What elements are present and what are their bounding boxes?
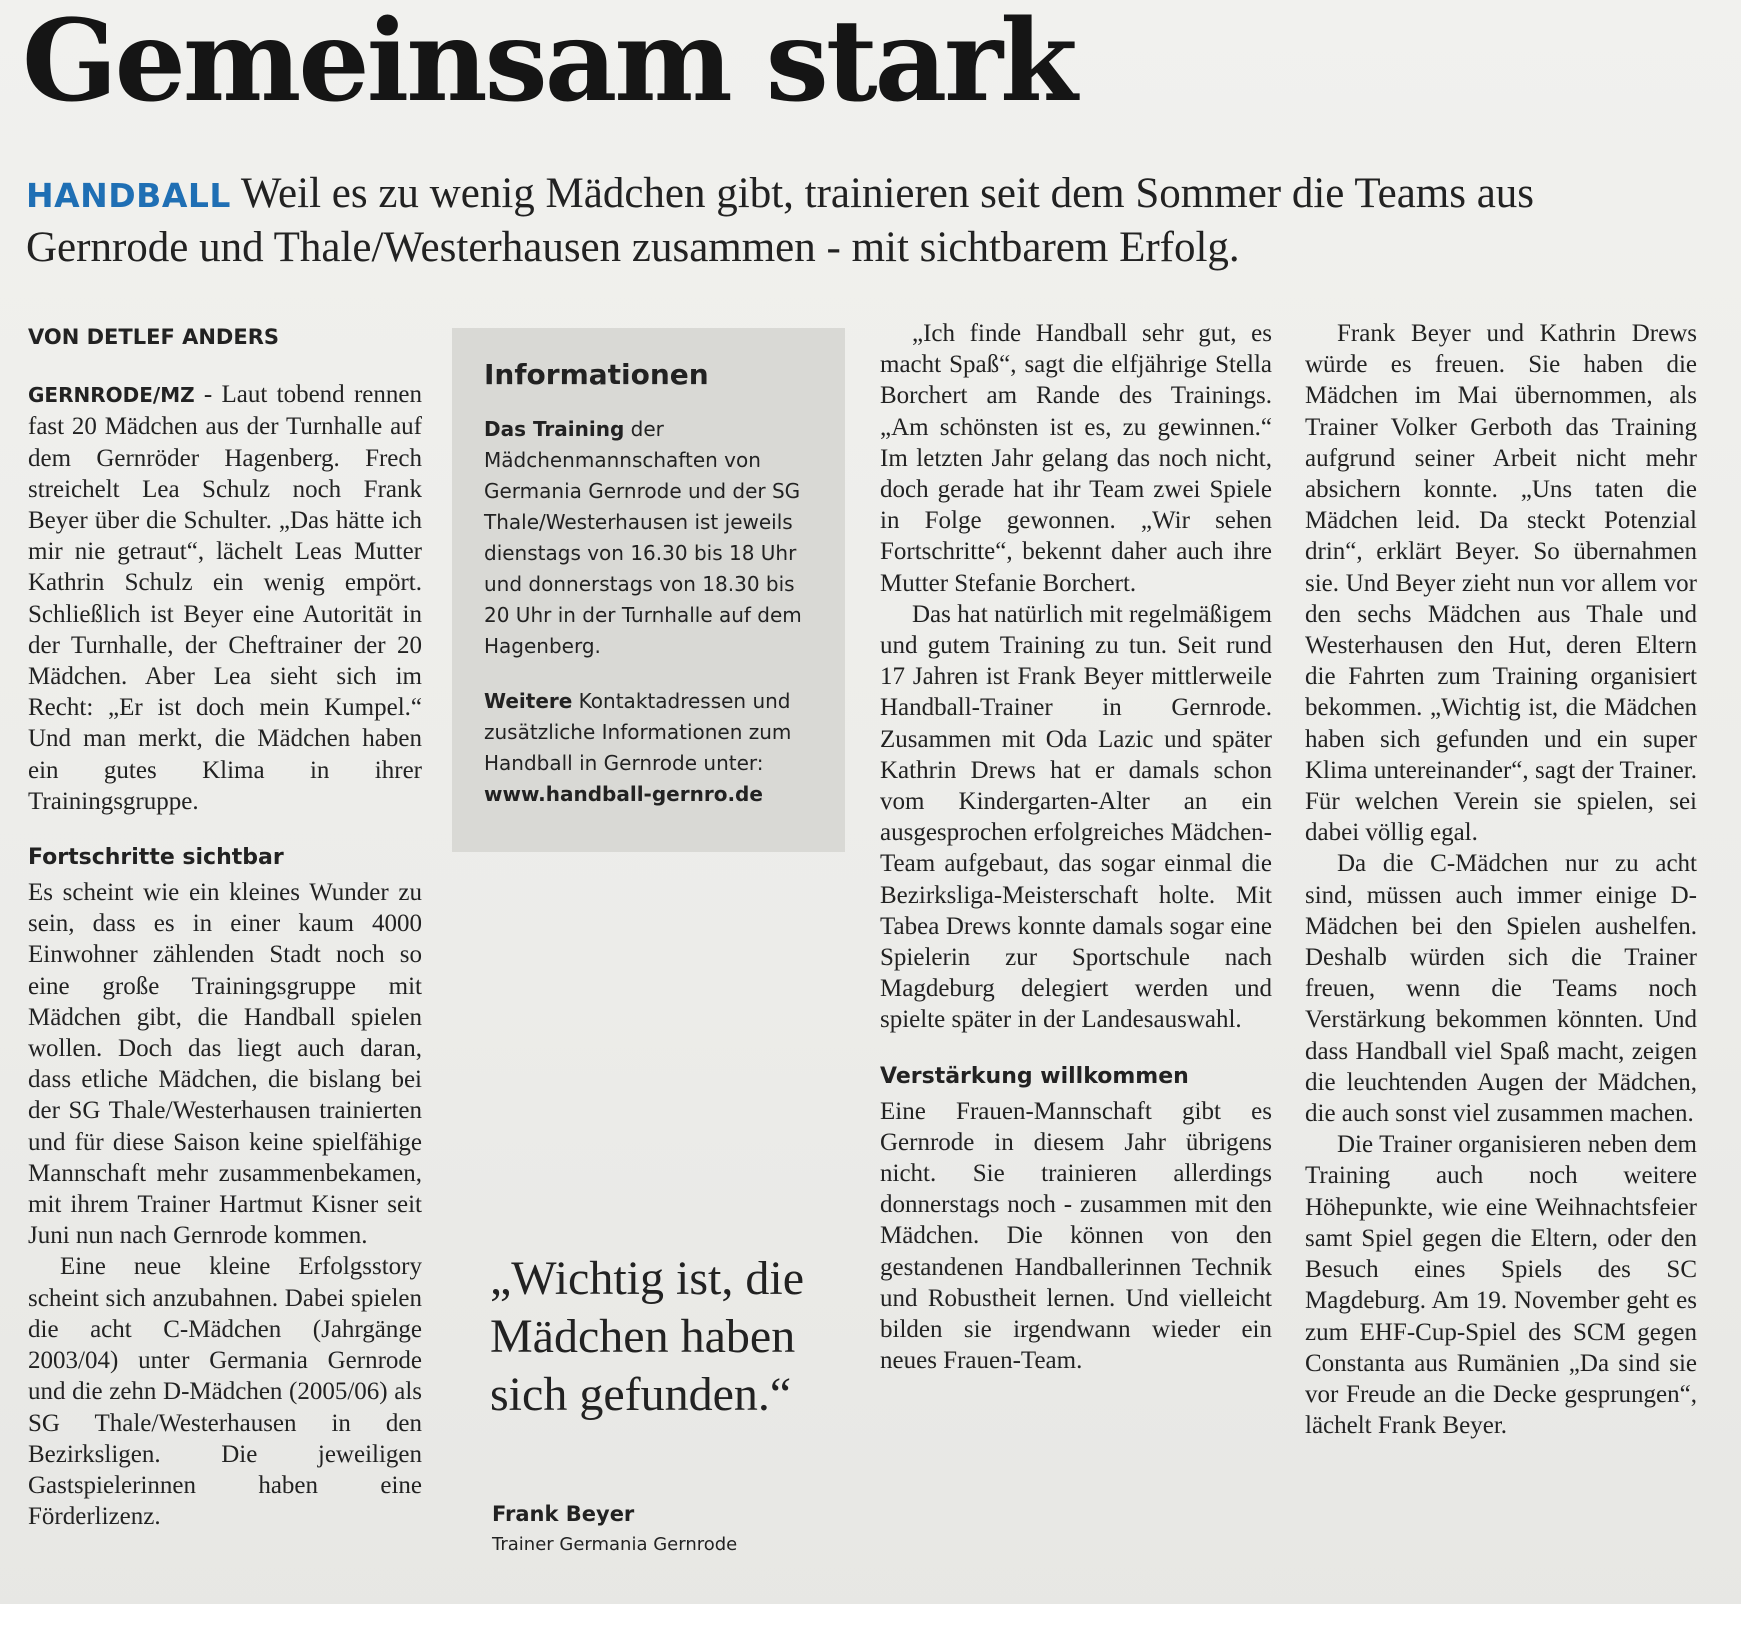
article-column-1 xyxy=(28,322,422,1532)
article-column-4 xyxy=(1305,318,1697,1441)
info-text: Kontaktadressen und zusätzliche Informationen zum Handball in Gernrode unter: xyxy=(484,689,792,775)
pull-quote-author: Frank Beyer xyxy=(492,1502,635,1526)
info-box-paragraph xyxy=(484,686,825,810)
pull-quote-role: Trainer Germania Gernrode xyxy=(492,1534,738,1555)
article-paragraph: Das hat natürlich mit regelmäßigem und gutem Training zu tun. Seit rund 17 Jahren ist Frank Beyer mittlerweile Handball-Trainer in Gernrode. Zusammen mit Oda Lazic und später Kathrin Drews hat er damals schon vom Kindergarten-Alter an ein ausgesprochen erfolgreiches Mädchen-Team aufgebaut, das sogar einmal die Bezirksliga-Meisterschaft holte. Mit Tabea Drews konnte damals sogar eine Spielerin zur Sportschule nach Magdeburg delegiert werden und spielte später in der Landesauswahl. xyxy=(880,600,1272,1034)
article-paragraph: Da die C-Mädchen nur zu acht sind, müssen auch immer einige D-Mädchen bei den Spielen aushelfen. Deshalb würden sich die Trainer freuen, wenn die Teams noch Verstärkung bekommen könnten. Und dass Handball viel Spaß macht, zeigen die leuchtenden Augen der Mädchen, die auch sonst viel zusammen machen. xyxy=(1305,850,1697,1128)
info-lead: Das Training xyxy=(484,417,625,441)
section-heading-reinforcement: Verstärkung willkommen xyxy=(880,1063,1189,1089)
article-paragraph xyxy=(28,379,422,817)
article-rubric: HANDBALL xyxy=(26,176,231,215)
article-headline: Gemeinsam stark xyxy=(22,0,1075,127)
article-paragraph: Frank Beyer und Kathrin Drews würde es freuen. Sie haben die Mädchen im Mai übernommen, als Trainer Volker Gerboth das Training aufgrund seiner Arbeit nicht mehr absichern konnte. „Uns taten die Mädchen leid. Da steckt Potenzial drin“, erklärt Beyer. So übernahmen sie. Und Beyer zieht nun vor allem vor den sechs Mädchen aus Thale und Westerhausen den Hut, deren Eltern die Fahrten zum Training organisiert bekommen. „Wichtig ist, die Mädchen haben sich gefunden und ein super Klima untereinander“, sagt der Trainer. Für welchen Verein sie spielen, sei dabei völlig egal. xyxy=(1305,320,1697,847)
paragraph-text: - Laut tobend rennen fast 20 Mädchen aus der Turnhalle auf dem Gernröder Hagenberg. Frech streichelt Lea Schulz noch Frank Beyer über die Schulter. „Das hätte ich mir nie getraut“, lächelt Leas Mutter Kathrin Schulz ein wenig empört. Schließlich ist Beyer eine Autorität in der Turnhalle, der Cheftrainer der 20 Mädchen. Aber Lea sieht sich im Recht: „Er ist doch mein Kumpel.“ Und man merkt, die Mädchen haben ein gutes Klima in ihrer Trainingsgruppe. xyxy=(28,381,422,815)
article-paragraph: Eine neue kleine Erfolgsstory scheint sich anzubahnen. Dabei spielen die acht C-Mädchen (Jahrgänge 2003/04) unter Germania Gernrode und die zehn D-Mädchen (2005/06) als SG Thale/Westerhausen in den Bezirksligen. Die jeweiligen Gastspielerinnen haben eine Förderlizenz. xyxy=(28,1253,422,1531)
info-text: der Mädchenmannschaften von Germania Gernrode und der SG Thale/Westerhausen ist jeweils dienstags von 16.30 bis 18 Uhr und donnerstags von 18.30 bis 20 Uhr in der Turnhalle auf dem Hagenberg. xyxy=(484,417,802,658)
section-heading-progress: Fortschritte sichtbar xyxy=(28,845,284,871)
info-box-title: Informationen xyxy=(484,358,709,391)
article-paragraph: Die Trainer organisieren neben dem Training auch noch weitere Höhepunkte, wie eine Weihnachtsfeier samt Spiel gegen die Eltern, oder den Besuch eines Spiels des SC Magdeburg. Am 19. November geht es zum EHF-Cup-Spiel des SCM gegen Constanta aus Rumänien „Da sind sie vor Freude an die Decke gesprungen“, lächelt Frank Beyer. xyxy=(1305,1131,1697,1440)
article-paragraph: „Ich finde Handball sehr gut, es macht Spaß“, sagt die elfjährige Stella Borchert am Rande des Trainings. „Am schönsten ist es, zu gewinnen.“ Im letzten Jahr gelang das noch nicht, doch gerade hat ihr Team zwei Spiele in Folge gewonnen. „Wir sehen Fortschritte“, bekennt daher auch ihre Mutter Stefanie Borchert. xyxy=(880,320,1272,597)
article-byline: VON DETLEF ANDERS xyxy=(28,325,280,349)
info-box xyxy=(452,328,845,852)
info-lead: Weitere xyxy=(484,689,573,713)
article-dateline: GERNRODE/MZ xyxy=(28,383,195,408)
info-url: www.handball-gernro.de xyxy=(484,782,763,806)
article-column-3 xyxy=(880,318,1272,1377)
subhead-text: Weil es zu wenig Mädchen gibt, trainieren seit dem Sommer die Teams aus Gernrode und Thale/Westerhausen zusammen - mit sichtbarem Erfolg. xyxy=(26,170,1535,271)
info-box-paragraph xyxy=(484,414,825,662)
article-subhead xyxy=(26,168,1666,274)
article-paragraph: Es scheint wie ein kleines Wunder zu sein, dass es in einer kaum 4000 Einwohner zählenden Stadt noch so eine große Trainingsgruppe mit Mädchen gibt, die Handball spielen wollen. Doch das liegt auch daran, dass etliche Mädchen, die bislang bei der SG Thale/Westerhausen trainierten und für diese Saison keine spielfähige Mannschaft mehr zusammenbekamen, mit ihrem Trainer Hartmut Kisner seit Juni nun nach Gernrode kommen. xyxy=(28,879,422,1250)
pull-quote: „Wichtig ist, die Mädchen haben sich gefunden.“ xyxy=(490,1252,804,1421)
article-paragraph: Eine Frauen-Mannschaft gibt es Gernrode in diesem Jahr übrigens nicht. Sie trainieren allerdings donnerstags noch - zusammen mit den Mädchen. Die können von den gestandenen Handballerinnen Technik und Robustheit lernen. Und vielleicht bilden sie irgendwann wieder ein neues Frauen-Team. xyxy=(880,1097,1272,1375)
